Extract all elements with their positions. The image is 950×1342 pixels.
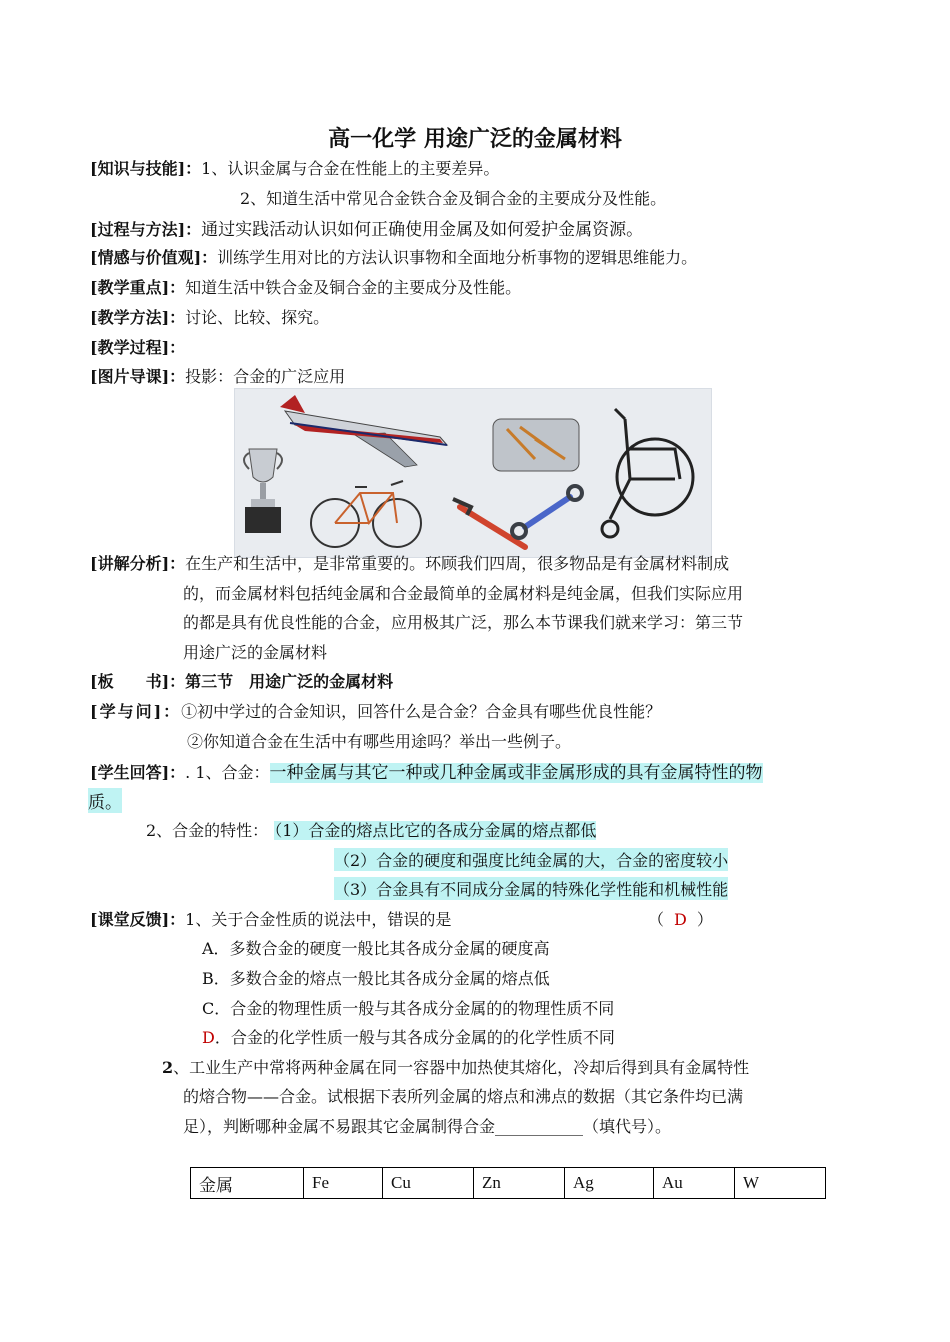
property-prefix: 2、合金的特性： (146, 821, 269, 840)
paren-close: ） (696, 910, 713, 929)
process2-label: [教学过程]： (90, 338, 186, 357)
answer-prefix: . 1、合金： (185, 763, 270, 782)
focus-line (90, 275, 521, 298)
feedback-label: [课堂反馈]： (90, 910, 186, 929)
option-d-letter: D (202, 1028, 215, 1047)
feedback-line-1 (90, 907, 451, 930)
knowledge-item-2: 2、知道生活中常见合金铁合金及铜合金的主要成分及性能。 (240, 189, 667, 208)
analysis-label: [讲解分析]： (90, 554, 186, 573)
analysis-text-4: 用途广泛的金属材料 (183, 643, 328, 662)
method-line (90, 305, 329, 328)
feedback-q1-answer-box (648, 907, 713, 930)
process-text: 通过实践活动认识如何正确使用金属及如何爱护金属资源。 (201, 220, 644, 240)
feedback-q1: 1、关于合金性质的说法中，错误的是 (185, 910, 452, 929)
knowledge-item-1: 1、认识金属与合金在性能上的主要差异。 (201, 159, 500, 178)
board-line (90, 669, 393, 692)
answer-label: [学生回答]： (90, 763, 186, 782)
study-line-1 (90, 699, 661, 722)
property-1: （1）合金的熔点比它的各成分金属的熔点都低 (274, 821, 597, 840)
property-line-1 (146, 818, 596, 841)
table-header-fe: Fe (304, 1168, 383, 1199)
method-text: 讨论、比较、探究。 (185, 308, 330, 327)
question-2-text-1: 、工业生产中常将两种金属在同一容器中加热使其熔化，冷却后得到具有金属特性 (173, 1058, 750, 1077)
analysis-text-1: 在生产和生活中，是非常重要的。环顾我们四周，很多物品是有金属材料制成 (185, 554, 730, 573)
table-header-ag: Ag (565, 1168, 654, 1199)
question-2-line-1 (162, 1055, 749, 1078)
option-d-text: ．合金的化学性质一般与其各成分金属的的化学性质不同 (214, 1028, 615, 1047)
knowledge-line (90, 156, 499, 179)
process-label: [过程与方法]： (90, 220, 202, 239)
emotion-line (90, 245, 697, 268)
process-line (90, 215, 643, 240)
table-header-w: W (735, 1168, 826, 1199)
knowledge-label: [知识与技能]： (90, 159, 202, 178)
property-2: （2）合金的硬度和强度比纯金属的大，合金的密度较小 (334, 848, 728, 871)
intro-line (90, 364, 345, 387)
option-c: C．合金的物理性质一般与其各成分金属的的物理性质不同 (202, 999, 615, 1018)
table-header-au: Au (654, 1168, 735, 1199)
question-2-text-2: 的熔合物——合金。试根据下表所列金属的熔点和沸点的数据（其它条件均已满 (183, 1087, 744, 1106)
question-2-text-3: 足），判断哪种金属不易跟其它金属制得合金___________（填代号）。 (183, 1117, 672, 1136)
table-row (191, 1168, 826, 1199)
table-header-zn: Zn (474, 1168, 565, 1199)
alloy-definition-end: 质。 (88, 788, 122, 813)
alloy-application-picture (234, 388, 712, 558)
option-d (202, 1025, 615, 1048)
focus-label: [教学重点]： (90, 278, 186, 297)
metals-table (190, 1167, 826, 1199)
feedback-q1-answer: D (674, 910, 687, 929)
study-q1: ①初中学过的合金知识，回答什么是合金？合金具有哪些优良性能？ (181, 702, 662, 721)
property-3: （3）合金具有不同成分金属的特殊化学性能和机械性能 (334, 877, 728, 900)
page-title: 高一化学 用途广泛的金属材料 (328, 126, 622, 152)
board-text: 第三节 用途广泛的金属材料 (185, 672, 394, 691)
analysis-line-1 (90, 551, 729, 574)
analysis-text-2: 的，而金属材料包括纯金属和合金最简单的金属材料是纯金属，但我们实际应用 (183, 584, 744, 603)
question-2-number: 2 (162, 1058, 174, 1077)
tray-icon (493, 419, 579, 471)
emotion-label: [情感与价值观]： (90, 248, 218, 267)
study-q2: ②你知道合金在生活中有哪些用途吗？举出一些例子。 (187, 732, 572, 751)
table-header-cu: Cu (383, 1168, 474, 1199)
alloy-definition: 一种金属与其它一种或几种金属或非金属形成的具有金属特性的物 (269, 763, 763, 783)
board-label: [板 书]： (90, 672, 186, 691)
emotion-text: 训练学生用对比的方法认识事物和全面地分析事物的逻辑思维能力。 (217, 248, 698, 267)
study-label: [学与问]： (90, 702, 182, 721)
focus-text: 知道生活中铁合金及铜合金的主要成分及性能。 (185, 278, 522, 297)
intro-text: 投影：合金的广泛应用 (185, 367, 346, 386)
table-header-metal: 金属 (191, 1168, 304, 1199)
answer-line-1 (90, 758, 763, 783)
option-a: A．多数合金的硬度一般比其各成分金属的硬度高 (202, 939, 550, 958)
analysis-text-3: 的都是具有优良性能的合金，应用极其广泛，那么本节课我们就来学习：第三节 (183, 613, 744, 632)
paren-open: （ (648, 910, 665, 929)
option-b: B．多数合金的熔点一般比其各成分金属的熔点低 (202, 969, 550, 988)
method-label: [教学方法]： (90, 308, 186, 327)
intro-label: [图片导课]： (90, 367, 186, 386)
